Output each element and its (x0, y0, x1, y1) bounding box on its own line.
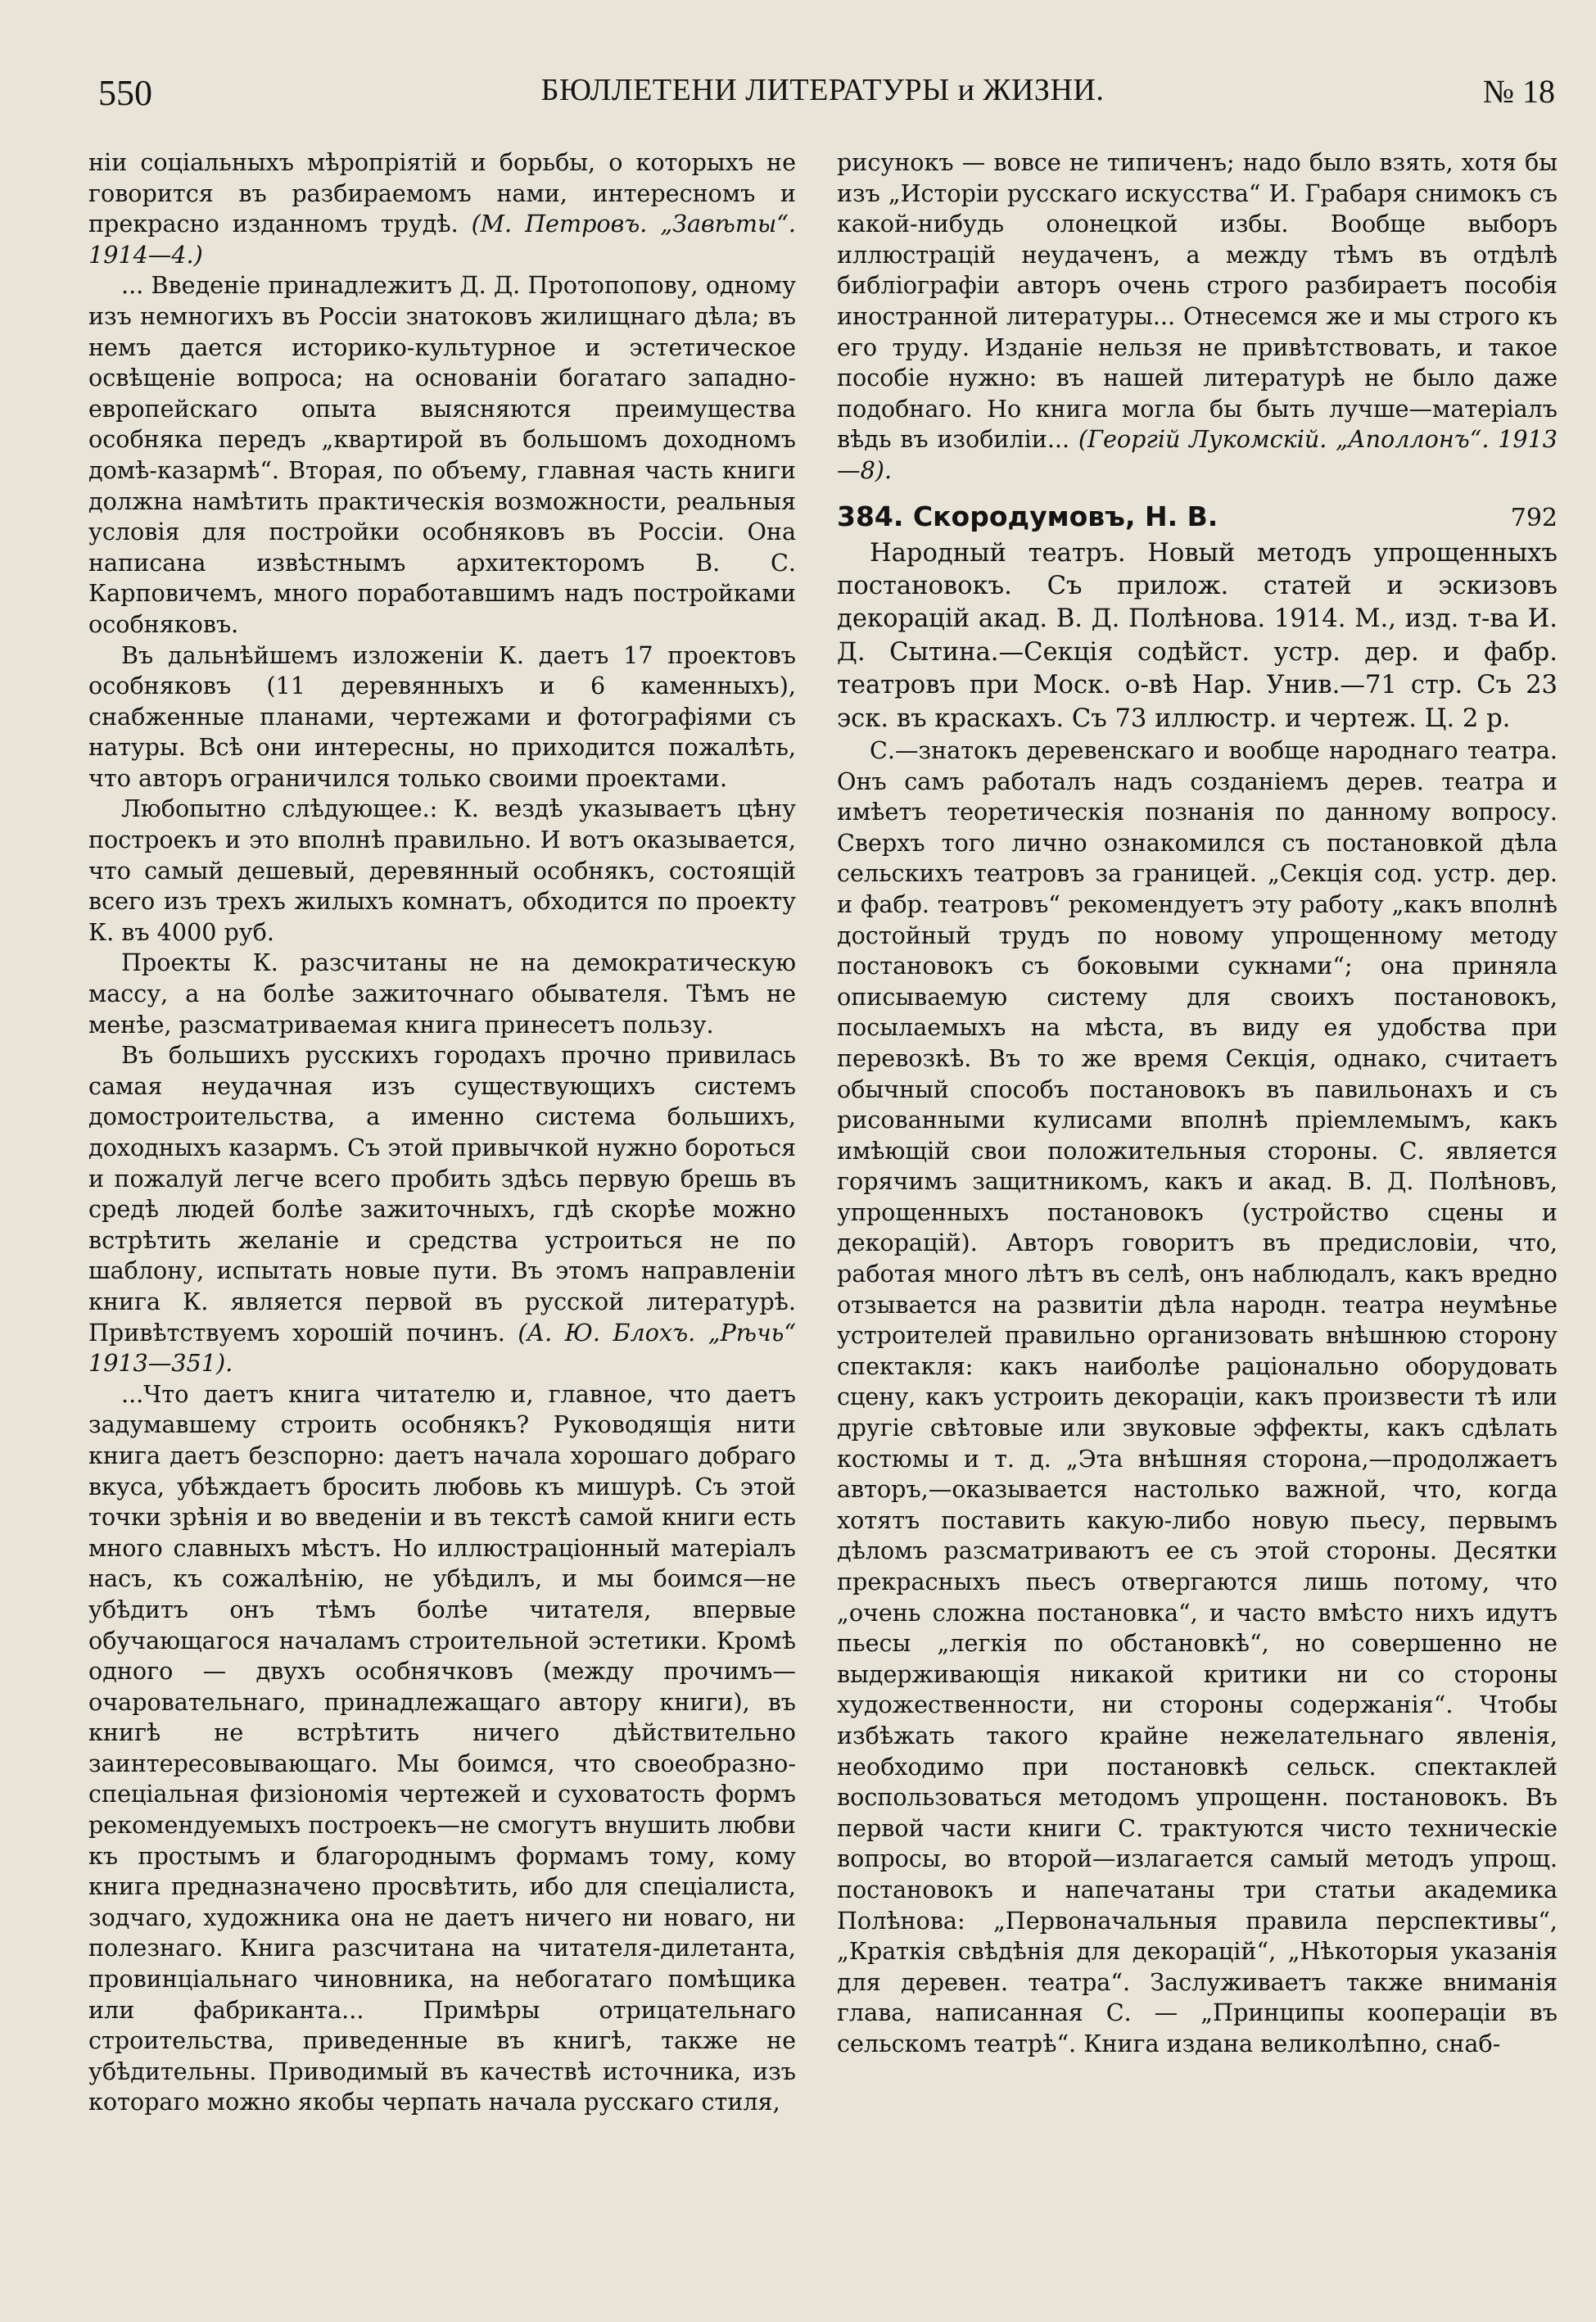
paragraph: ... Введенiе принадлежитъ Д. Д. Протопопову, одному изъ немногихъ въ Россiи знатоковъ жилищнаго дѣла; въ немъ дается историко-культурное и эстетическое освѣщенiе вопроса; на основанiи богатаго западно-европейскаго опыта выясняются преимущества особняка передъ „квартирой въ большомъ доходномъ домѣ-казармѣ“. Вторая, по объему, главная часть книги должна намѣтить практическiя возможности, реальныя условiя для постройки особняковъ въ Россiи. Она написана извѣстнымъ архитекторомъ В. С. Карповичемъ, много поработавшимъ надъ постройками особняковъ. (88, 271, 796, 638)
paragraph-text: рисунокъ — вовсе не типиченъ; надо было взять, хотя бы изъ „Исторiи русскаго искусства“ И. Грабаря снимокъ съ какой-нибудь олонецкой избы. Вообще выборъ иллюстрацiй неудаченъ, а между тѣмъ въ отдѣлѣ библiографiи авторъ очень строго разбираетъ пособiя иностранной литературы... Отнесемся же и мы строго къ его труду. Изданiе нельзя не привѣтствовать, и такое пособiе нужно: въ нашей литературѣ не было даже подобнаго. Но книга могла бы быть лучше—матерiалъ вѣдь въ изобилiи... (837, 148, 1558, 454)
journal-title: БЮЛЛЕТЕНИ ЛИТЕРАТУРЫ и ЖИЗНИ. (540, 73, 1105, 107)
paragraph-text: Въ большихъ русскихъ городахъ прочно привилась самая неудачная изъ существующихъ системъ домостроительства, а именно система большихъ, доходныхъ казармъ. Съ этой привычкой нужно бороться и пожалуй легче всего пробить здѣсь первую брешь въ средѣ людей болѣе зажиточныхъ, гдѣ скорѣе можно встрѣтить желанiе и средства устроиться не по шаблону, испытать новые пути. Въ этомъ направленiи книга К. является первой въ русской литературѣ. Привѣтствуемъ хорошiй починъ. (88, 1041, 796, 1347)
paragraph (88, 147, 796, 270)
paragraph: С.—знатокъ деревенскаго и вообще народнаго театра. Онъ самъ работалъ надъ созданiемъ дерев. театра и имѣетъ теоретическiя познанiя по данному вопросу. Сверхъ того лично ознакомился съ постановкой дѣла сельскихъ театровъ за границей. „Секцiя сод. устр. дер. и фабр. театровъ“ рекомендуетъ эту работу „какъ вполнѣ достойный трудъ по новому упрощенному методу постановокъ съ боковыми сукнами“; она приняла описываемую систему для своихъ постановокъ, посылаемыхъ на мѣста, въ виду ея удобства при перевозкѣ. Въ то же время Секцiя, однако, считаетъ обычный способъ постановокъ въ павильонахъ и съ рисованными кулисами вполнѣ прiемлемымъ, какъ имѣющiй свои положительныя стороны. С. является горячимъ защитникомъ, какъ и акад. В. Д. Полѣновъ, упрощенныхъ постановокъ (устройство сцены и декорацiй). Авторъ говоритъ въ предисловiи, что, работая много лѣтъ въ селѣ, онъ наблюдалъ, какъ вредно отзывается на развитiи дѣла народн. театра неумѣнье устроителей правильно организовать внѣшнюю сторону спектакля: какъ наиболѣе рацiонально оборудовать сцену, какъ устроить декорацiи, какъ произвести тѣ или другiе свѣтовые или звуковые эффекты, какъ сдѣлать костюмы и т. д. „Эта внѣшняя сторона,—продолжаетъ авторъ,—оказывается настолько важной, что, когда хотятъ поставить какую-либо новую пьесу, первымъ дѣломъ разсматриваютъ ее съ этой стороны. Десятки прекрасныхъ пьесъ отвергаются лишь потому, что „очень сложна постановка“, и часто вмѣсто нихъ идутъ пьесы „легкiя по обстановкѣ“, но совершенно не выдерживающiя никакой критики ни со стороны художественности, ни стороны содержанiя“. Чтобы избѣжать такого крайне нежелательнаго явленiя, необходимо при постановкѣ сельск. спектаклей воспользоваться методомъ упрощенн. постановокъ. Въ первой части книги С. трактуются чисто техническiе вопросы, во второй—излагается самый методъ упрощ. постановокъ и напечатаны три статьи академика Полѣнова: „Первоначальныя правила перспективы“, „Краткiя свѣдѣнiя для декорацiй“, „Нѣкоторыя указанiя для деревен. театра“. Заслуживаетъ также вниманiя глава, написанная С. — „Принципы кооперацiи въ сельскомъ театрѣ“. Книга издана великолѣпно, снаб- (837, 736, 1558, 2057)
paragraph (837, 147, 1558, 487)
paragraph: ...Что даетъ книга читателю и, главное, что даетъ задумавшему строить особнякъ? Руководящiя нити книга даетъ безспорно: даетъ начала хорошаго добраго вкуса, убѣждаетъ бросить любовь къ мишурѣ. Съ этой точки зрѣнiя и во введенiи и въ текстѣ самой книги есть много славныхъ мѣстъ. Но иллюстрацiонный матерiалъ насъ, къ сожалѣнiю, не убѣдилъ, и мы боимся—не убѣдитъ онъ тѣмъ болѣе читателя, впервые обучающагося началамъ строительной эстетики. Кромѣ одного — двухъ особнячковъ (между прочимъ—очаровательнаго, принадлежащаго автору книги), въ книгѣ не встрѣтить ничего дѣйствительно заинтересовывающаго. Мы боимся, что своеобразно-спецiальная физiономiя чертежей и суховатость формъ рекомендуемыхъ построекъ—не смогутъ внушить любви къ простымъ и благороднымъ формамъ тому, кому книга предназначено просвѣтить, ибо для спецiалиста, зодчаго, художника она не даетъ ничего ни новаго, ни полезнаго. Книга разсчитана на читателя-дилетанта, провинцiальнаго чиновника, на небогатаго помѣщика или фабриканта... Примѣры отрицательнаго строительства, приведенные въ книгѣ, также не убѣдительны. Приводимый въ качествѣ источника, изъ котораго можно якобы черпать начала русскаго стиля, (88, 1379, 796, 2116)
source-citation: (Георгiй Лукомскiй. „Аполлонъ“. 1913—8). (837, 425, 1558, 484)
source-citation: (А. Ю. Блохъ. „Рѣчь“ 1913—351). (88, 1318, 796, 1378)
page-number: 550 (98, 73, 152, 113)
entry-bibliography: Народный театръ. Новый методъ упрощенныхъ постановокъ. Съ прилож. статей и эскизовъ декорацiй акад. В. Д. Полѣнова. 1914. М., изд. т-ва И. Д. Сытина.—Секцiя содѣйст. устр. дер. и фабр. театровъ при Моск. о-вѣ Нар. Унив.—71 стр. Съ 23 эск. въ краскахъ. Съ 73 иллюстр. и чертеж. Ц. 2 р. (837, 538, 1558, 733)
paragraph (88, 1040, 796, 1379)
right-column (837, 147, 1558, 2060)
entry-title: 384. Скородумовъ, Н. В. (837, 500, 1218, 532)
issue-number: № 18 (1482, 73, 1555, 110)
paragraph: Проекты К. разсчитаны не на демократическую массу, а на болѣе зажиточнаго обывателя. Тѣмъ не менѣе, разсматриваемая книга принесетъ пользу. (88, 948, 796, 1039)
paragraph-text: нiи соцiальныхъ мѣропрiятiй и борьбы, о которыхъ не говорится въ разбираемомъ нами, интересномъ и прекрасно изданномъ трудѣ. (88, 148, 796, 238)
left-column (88, 147, 796, 2118)
paragraph: Въ дальнѣйшемъ изложенiи К. даетъ 17 проектовъ особняковъ (11 деревянныхъ и 6 каменныхъ), снабженные планами, чертежами и фотографiями съ натуры. Всѣ они интересны, но приходится пожалѣть, что авторъ ограничился только своими проектами. (88, 640, 796, 792)
entry-heading (837, 498, 1558, 534)
running-head (90, 66, 1555, 115)
entry-number: 792 (1510, 503, 1558, 532)
paragraph: Любопытно слѣдующее.: К. вездѣ указываетъ цѣну построекъ и это вполнѣ правильно. И вотъ оказывается, что самый дешевый, деревянный особнякъ, состоящiй всего изъ трехъ жилыхъ комнатъ, обходится по проекту К. въ 4000 руб. (88, 794, 796, 946)
source-citation: (М. Петровъ. „Завѣты“. 1914—4.) (88, 210, 796, 269)
